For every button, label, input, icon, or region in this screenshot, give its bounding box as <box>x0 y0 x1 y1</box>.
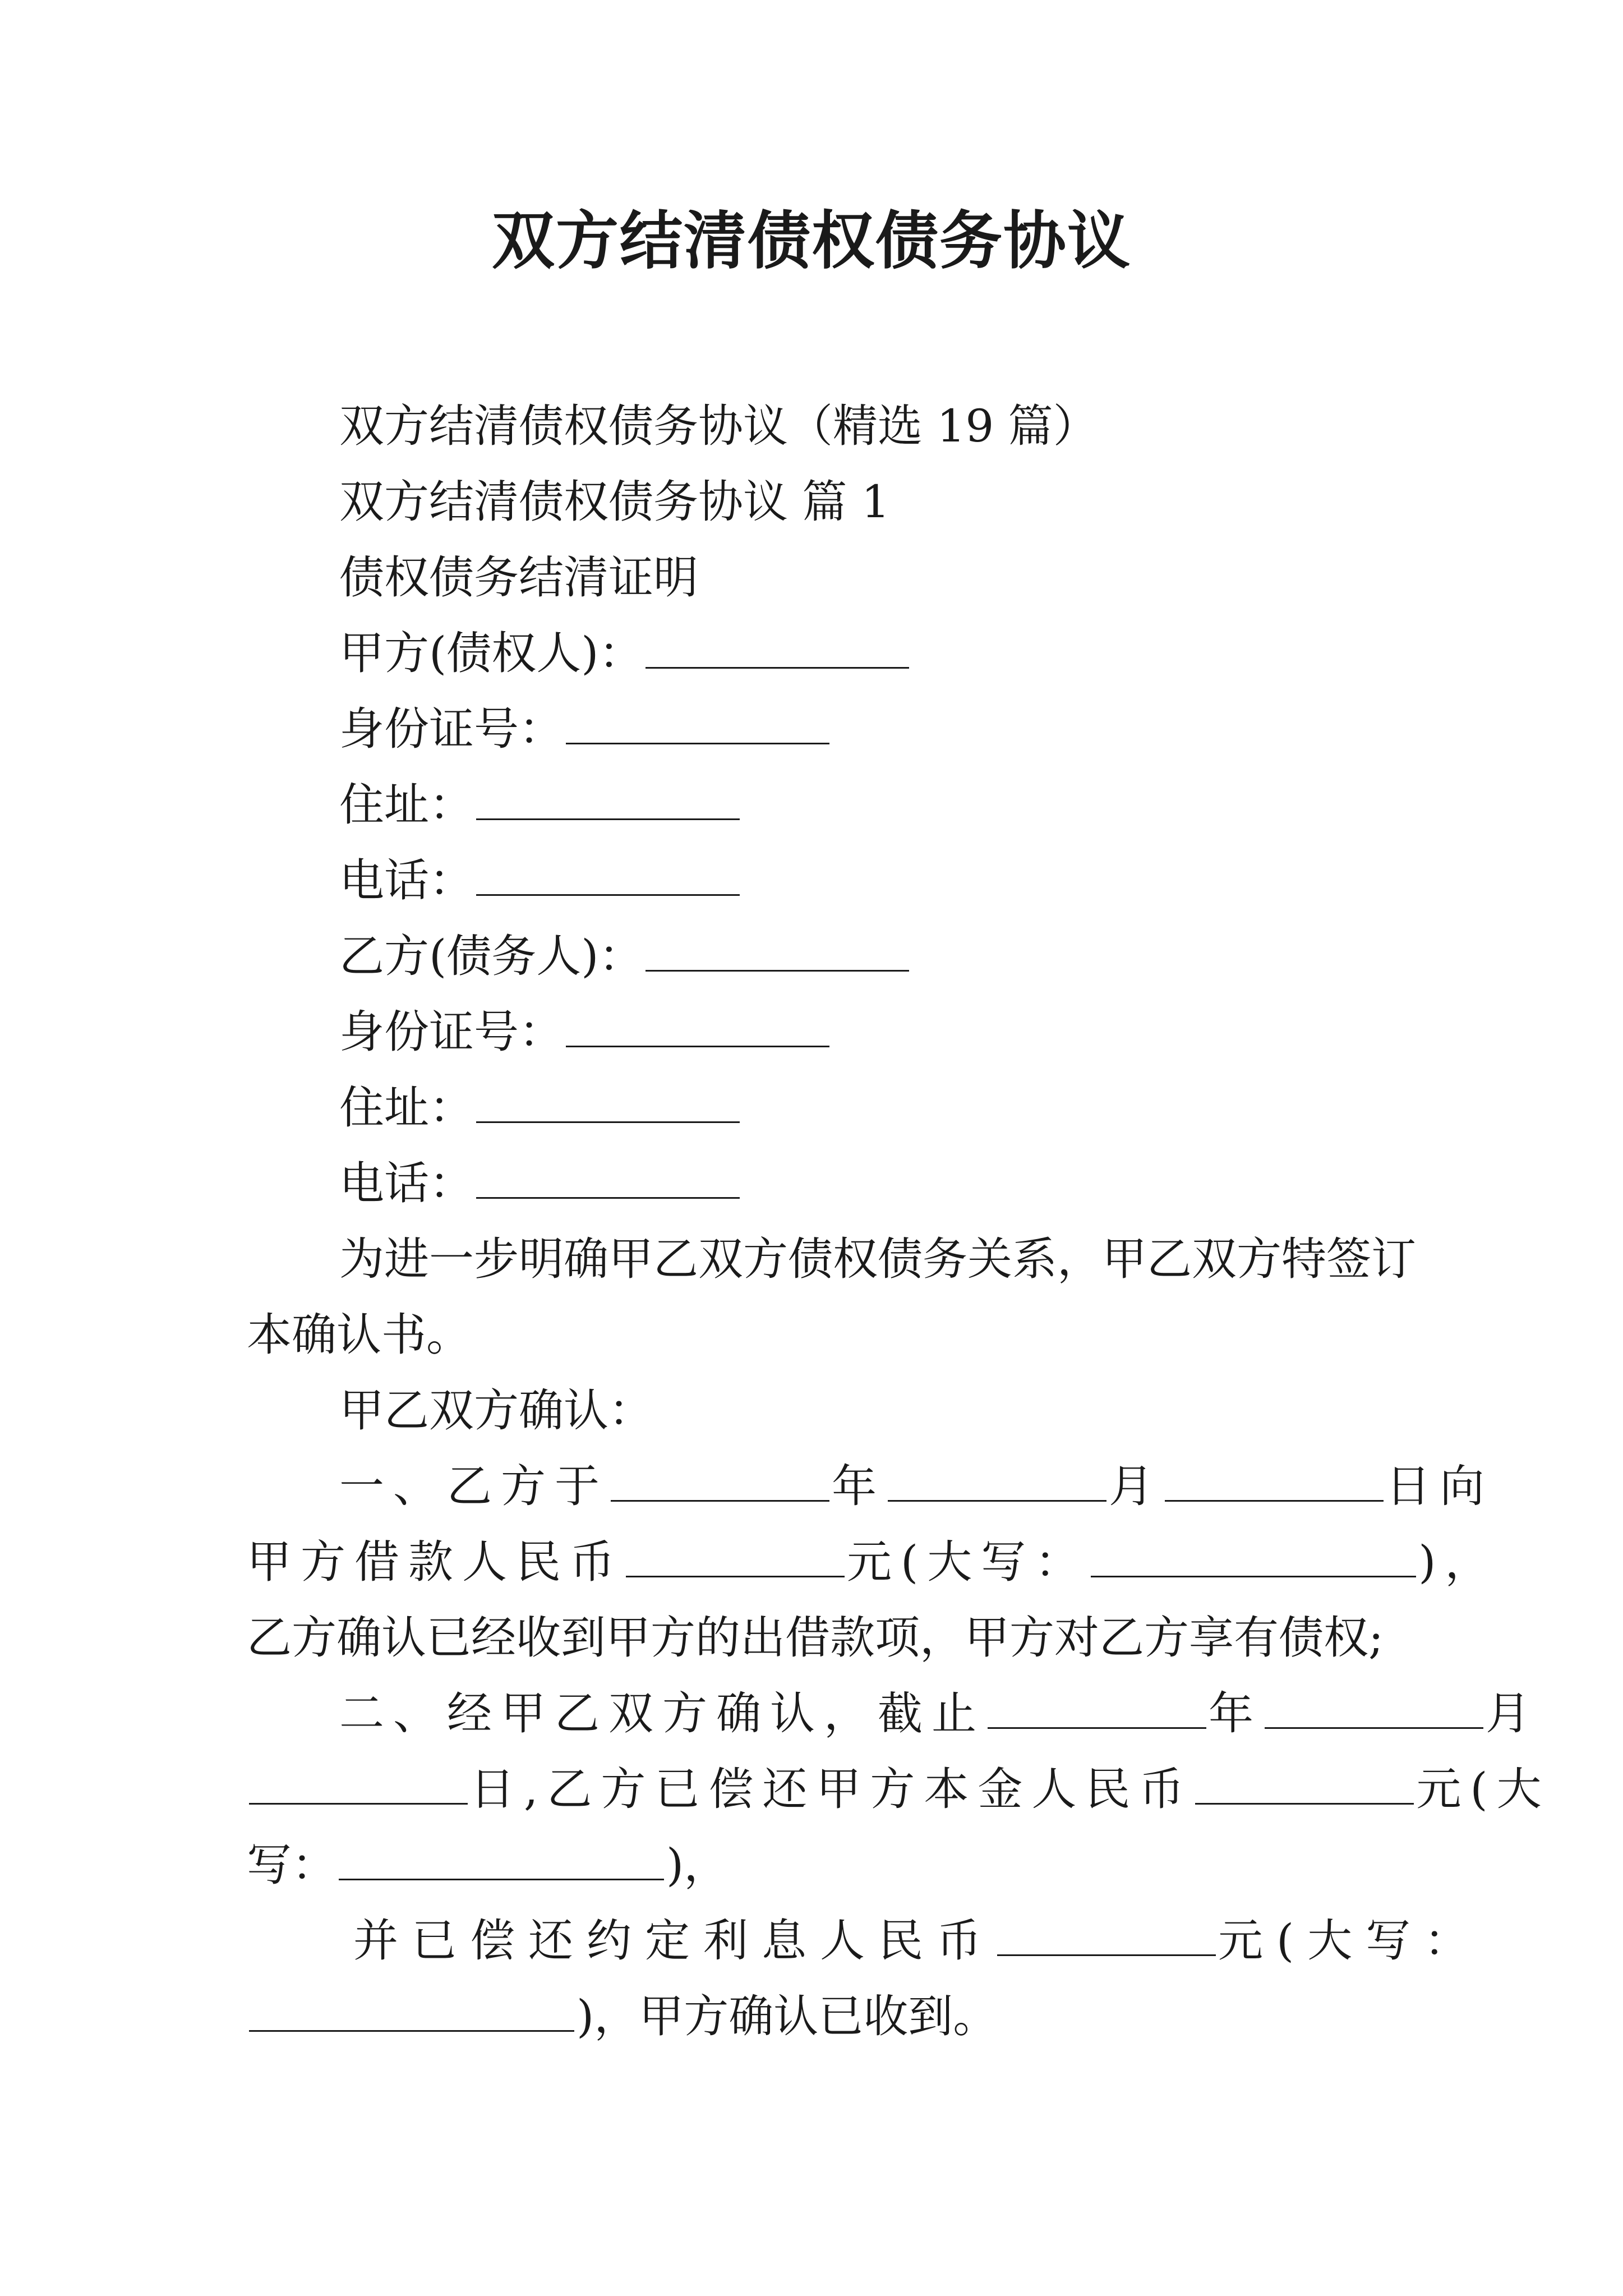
clause-1-capital-blank[interactable] <box>1091 1536 1416 1577</box>
address-b-blank[interactable] <box>476 1082 740 1123</box>
clause-2-line-3 <box>247 1832 728 1899</box>
clause-1-month-blank[interactable] <box>888 1461 1106 1502</box>
intro-line-2: 本确认书。 <box>247 1309 471 1361</box>
clause-3-text-c: )，甲方确认已收到。 <box>577 1990 998 2042</box>
clause-1-line-3: 乙方确认已经收到甲方的出借款项，甲方对乙方享有债权; <box>247 1612 1384 1664</box>
clause-2-year-label: 年 <box>1209 1687 1262 1740</box>
clause-2-month-blank[interactable] <box>1265 1688 1483 1729</box>
phone-b-label: 电话： <box>339 1157 474 1209</box>
clause-3-text-b: 元(大写： <box>1218 1915 1483 1967</box>
clause-1-day-label: 日向 <box>1386 1460 1493 1512</box>
party-a-label: 甲方(债权人)： <box>339 627 644 679</box>
id-b-label: 身份证号： <box>339 1006 564 1058</box>
address-a-label: 住址： <box>339 779 474 831</box>
intro-line-1: 为进一步明确甲乙双方债权债务关系，甲乙双方特签订 <box>339 1233 1416 1285</box>
clause-2-text-d: 日,乙方已偿还甲方本金人民币 <box>470 1763 1193 1815</box>
clause-2-year-blank[interactable] <box>988 1688 1206 1729</box>
clause-2-text-g: )， <box>666 1839 729 1891</box>
clause-3-line-2 <box>247 1983 998 2050</box>
phone-b-blank[interactable] <box>476 1158 740 1199</box>
phone-a-label: 电话： <box>339 854 474 907</box>
confirm-heading: 甲乙双方确认： <box>339 1384 653 1437</box>
clause-2-line-1 <box>339 1680 1539 1747</box>
id-a-label: 身份证号： <box>339 703 564 755</box>
document-name: 债权债务结清证明 <box>339 551 698 604</box>
clause-2-day-blank[interactable] <box>249 1764 468 1805</box>
clause-1-line-2 <box>247 1529 1498 1596</box>
clause-2-text-e: 元(大 <box>1416 1763 1551 1815</box>
clause-3-capital-blank[interactable] <box>249 1991 574 2032</box>
clause-1-line-1 <box>339 1453 1493 1520</box>
address-b-label: 住址： <box>339 1082 474 1134</box>
clause-3-line-1 <box>353 1907 1482 1975</box>
party-a-blank[interactable] <box>645 628 909 669</box>
clause-1-day-blank[interactable] <box>1165 1461 1384 1502</box>
id-a-blank[interactable] <box>566 703 829 744</box>
id-a-field <box>339 696 832 763</box>
section-heading: 双方结清债权债务协议 篇 1 <box>339 476 890 528</box>
clause-1-text-a: 一、乙方于 <box>339 1460 608 1512</box>
clause-1-year-label: 年 <box>832 1460 886 1512</box>
clause-2-text-a: 二、经甲乙双方确认，截止 <box>339 1687 985 1740</box>
address-a-field <box>339 771 742 839</box>
clause-2-text-f: 写： <box>247 1839 336 1891</box>
clause-2-line-2 <box>247 1756 1551 1823</box>
clause-1-month-label: 月 <box>1109 1460 1163 1512</box>
id-b-blank[interactable] <box>566 1006 829 1047</box>
subtitle: 双方结清债权债务协议（精选 19 篇） <box>339 400 1098 452</box>
party-b-field <box>339 923 911 990</box>
phone-b-field <box>339 1150 742 1217</box>
id-b-field <box>339 999 832 1066</box>
clause-2-capital-blank[interactable] <box>339 1839 664 1880</box>
clause-2-month-label: 月 <box>1486 1687 1539 1740</box>
clause-2-amount-blank[interactable] <box>1195 1764 1414 1805</box>
address-b-field <box>339 1074 742 1142</box>
clause-3-text-a: 并已偿还约定利息人民币 <box>353 1915 995 1967</box>
party-b-label: 乙方(债务人)： <box>339 930 644 982</box>
page-title: 双方结清债权债务协议 <box>492 204 1131 278</box>
clause-1-text-g: )， <box>1418 1536 1499 1588</box>
party-a-field <box>339 620 911 687</box>
clause-3-amount-blank[interactable] <box>997 1915 1216 1956</box>
clause-1-year-blank[interactable] <box>611 1461 829 1502</box>
clause-1-text-f: 元(大写： <box>847 1536 1089 1588</box>
clause-1-amount-blank[interactable] <box>626 1536 845 1577</box>
clause-1-text-e: 甲方借款人民币 <box>247 1536 624 1588</box>
address-a-blank[interactable] <box>476 779 740 820</box>
phone-a-field <box>339 847 742 914</box>
phone-a-blank[interactable] <box>476 855 740 896</box>
party-b-blank[interactable] <box>645 931 909 972</box>
